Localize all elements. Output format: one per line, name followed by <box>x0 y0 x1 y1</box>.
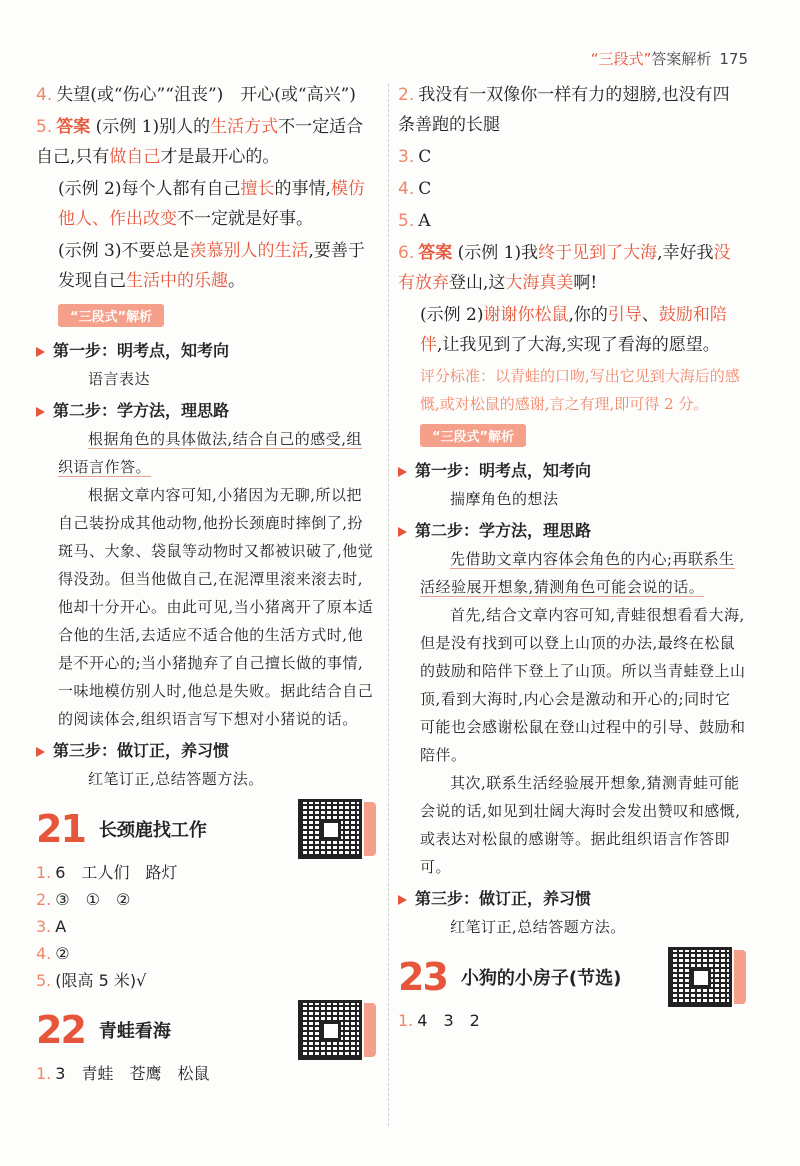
text: 登山,这 <box>449 273 506 293</box>
text: (示例 1)别人的 <box>95 117 211 137</box>
section-number: 21 <box>36 807 85 851</box>
answer-5 <box>36 112 376 172</box>
answer-3 <box>398 142 746 172</box>
answer-label: 答案 <box>56 117 91 137</box>
q-text: ③ ① ② <box>55 890 131 909</box>
q-num: 3. <box>398 147 415 167</box>
qr-code-icon[interactable] <box>668 947 732 1007</box>
triangle-icon <box>36 347 45 357</box>
example-3 <box>36 236 376 296</box>
step-body: 红笔订正,总结答题方法。 <box>88 770 264 788</box>
eval-label: 评分标准： <box>420 367 496 385</box>
text: ,幸好我 <box>657 243 714 263</box>
header-title: 答案解析 <box>651 50 712 68</box>
q-text: C <box>418 147 432 167</box>
method-underlined: 先借助文章内容体会角色的内心;再联系生活经验展开想象,猜测角色可能会说的话。 <box>420 550 735 596</box>
q-text: 3 青蛙 苍鹰 松鼠 <box>55 1064 210 1083</box>
highlight: 生活方式 <box>210 117 279 137</box>
text: 、 <box>641 305 659 325</box>
answer-6 <box>398 238 746 298</box>
analysis-text-1: 首先,结合文章内容可知,青蛙很想看看大海,但是没有找到可以登上山顶的办法,最终在松鼠的鼓励和陪伴下登上了山顶。所以当青蛙登上山顶,看到大海时,内心会是激动和开心的;同时它可能也会感谢松鼠在登山过程中的引导、鼓励和陪伴。 <box>420 606 746 764</box>
highlight: 鼓励和陪伴 <box>420 305 727 355</box>
analysis-text: 根据文章内容可知,小猪因为无聊,所以把自己装扮成其他动物,他扮长颈鹿时摔倒了,扮斑马、大象、袋鼠等动物时又都被识破了,他觉得没劲。但当他做自己,在泥潭里滚来滚去时,他却十分开心。由此可见,当小猪离开了原本适合他的生活,去适应不适合他的生活方式时,他是不开心的;当小猪抛弃了自己擅长做的事情,一味地模仿别人时,他总是失败。据此结合自己的阅读体会,组织语言写下想对小猪说的话。 <box>58 486 374 728</box>
section-title: 小狗的小房子(节选) <box>460 968 622 989</box>
q-num: 1. <box>398 1011 414 1030</box>
text: (示例 3)不要总是 <box>58 241 190 261</box>
q-text: 我没有一双像你一样有力的翅膀,也没有四条善跑的长腿 <box>398 85 730 135</box>
highlight: 做自己 <box>109 147 161 167</box>
q-text: 失望(或“伤心”“沮丧”) 开心(或“高兴”) <box>56 85 356 105</box>
qr-tag <box>734 950 746 1004</box>
highlight: 谢谢你松鼠 <box>483 305 569 325</box>
step-title: 第二步：学方法，理思路 <box>53 401 230 420</box>
q-text: ② <box>55 944 70 963</box>
highlight: 模仿他人、作出改变 <box>58 179 365 229</box>
text: 啊! <box>573 273 598 293</box>
q-num: 2. <box>36 890 52 909</box>
answer-row <box>36 1060 376 1087</box>
step-3 <box>36 737 376 765</box>
q-num: 5. <box>398 211 415 231</box>
q-num: 5. <box>36 117 53 137</box>
highlight: 引导 <box>607 305 642 325</box>
page-number: 175 <box>719 50 748 68</box>
answer-row <box>36 913 376 940</box>
section-22-header <box>36 1000 376 1060</box>
highlight: 生活中的乐趣 <box>126 271 228 291</box>
q-num: 4. <box>36 85 53 105</box>
text: ,让我见到了大海,实现了看海的愿望。 <box>437 335 720 355</box>
text: (示例 2) <box>420 305 484 325</box>
text: ,你的 <box>568 305 608 325</box>
text: 才是最开心的。 <box>160 147 280 167</box>
qr-tag <box>364 802 376 856</box>
eval-text: 以青蛙的口吻,写出它见到大海后的感慨,或对松鼠的感谢,言之有理,即可得 2 分。 <box>420 367 740 413</box>
q-num: 5. <box>36 971 52 990</box>
q-num: 1. <box>36 1064 52 1083</box>
step-title: 第三步：做订正，养习惯 <box>415 889 592 908</box>
q-text: A <box>418 211 431 231</box>
section-23-header <box>398 947 746 1007</box>
q-text: C <box>418 179 432 199</box>
qr-code-icon[interactable] <box>298 1000 362 1060</box>
highlight: 大海真美 <box>505 273 574 293</box>
answer-4 <box>36 80 376 110</box>
text: (示例 2)每个人都有自己 <box>58 179 241 199</box>
text: 。 <box>228 271 245 291</box>
method-underlined: 根据角色的具体做法,结合自己的感受,组织语言作答。 <box>58 430 363 476</box>
triangle-icon <box>398 467 407 477</box>
q-num: 1. <box>36 863 52 882</box>
text: 不一定就是好事。 <box>177 209 313 229</box>
answer-5 <box>398 206 746 236</box>
q-text: 6 工人们 路灯 <box>55 863 178 882</box>
answer-row <box>36 886 376 913</box>
answer-2 <box>398 80 746 140</box>
triangle-icon <box>398 895 407 905</box>
column-divider <box>388 84 389 1126</box>
highlight: 没有放弃 <box>398 243 731 293</box>
answer-4 <box>398 174 746 204</box>
step-title: 第三步：做订正，养习惯 <box>53 741 230 760</box>
answer-row <box>36 940 376 967</box>
section-title: 青蛙看海 <box>98 1021 171 1042</box>
section-number: 23 <box>398 955 447 999</box>
step-body: 红笔订正,总结答题方法。 <box>450 918 626 936</box>
section-title: 长颈鹿找工作 <box>98 820 207 841</box>
step-2 <box>398 517 746 545</box>
section-number: 22 <box>36 1008 85 1052</box>
step-title: 第一步：明考点，知考向 <box>415 461 592 480</box>
step-2 <box>36 397 376 425</box>
step-1 <box>36 337 376 365</box>
method-text <box>36 425 376 481</box>
example-2 <box>36 174 376 234</box>
qr-code-icon[interactable] <box>298 799 362 859</box>
highlight: 擅长 <box>240 179 275 199</box>
step-3 <box>398 885 746 913</box>
step-title: 第二步：学方法，理思路 <box>415 521 592 540</box>
q-num: 3. <box>36 917 52 936</box>
text: ,要善于发现自己 <box>58 241 365 291</box>
answer-row <box>398 1007 746 1034</box>
q-num: 6. <box>398 243 415 263</box>
scoring-criteria <box>398 362 746 418</box>
q-text: A <box>55 917 67 936</box>
left-column <box>36 80 376 1087</box>
analysis-badge: “三段式”解析 <box>420 424 526 447</box>
page-header <box>591 48 748 69</box>
answer-label: 答案 <box>418 243 453 263</box>
analysis-badge: “三段式”解析 <box>58 304 164 327</box>
q-text: (限高 5 米)√ <box>55 971 147 990</box>
text: (示例 1)我 <box>457 243 539 263</box>
highlight: 羡慕别人的生活 <box>189 241 309 261</box>
q-num: 4. <box>36 944 52 963</box>
answer-row <box>36 859 376 886</box>
right-column <box>398 80 746 1034</box>
q-num: 2. <box>398 85 415 105</box>
triangle-icon <box>36 407 45 417</box>
section-21-answers <box>36 859 376 994</box>
analysis-text-2: 其次,联系生活经验展开想象,猜测青蛙可能会说的话,如见到壮阔大海时会发出赞叹和感慨,或表达对松鼠的感谢等。据此组织语言作答即可。 <box>420 774 741 876</box>
example-2 <box>398 300 746 360</box>
highlight: 终于见到了大海 <box>538 243 658 263</box>
triangle-icon <box>398 527 407 537</box>
section-21-header <box>36 799 376 859</box>
text: 不一定适合自己,只有 <box>36 117 364 167</box>
q-text: 4 3 2 <box>417 1011 480 1030</box>
q-num: 4. <box>398 179 415 199</box>
method-text <box>398 545 746 601</box>
header-brand: “三段式” <box>590 50 652 68</box>
step-body: 揣摩角色的想法 <box>450 490 559 508</box>
step-1 <box>398 457 746 485</box>
triangle-icon <box>36 747 45 757</box>
qr-tag <box>364 1003 376 1057</box>
step-body: 语言表达 <box>88 370 151 388</box>
step-title: 第一步：明考点，知考向 <box>53 341 230 360</box>
answer-row <box>36 967 376 994</box>
text: 的事情, <box>274 179 331 199</box>
